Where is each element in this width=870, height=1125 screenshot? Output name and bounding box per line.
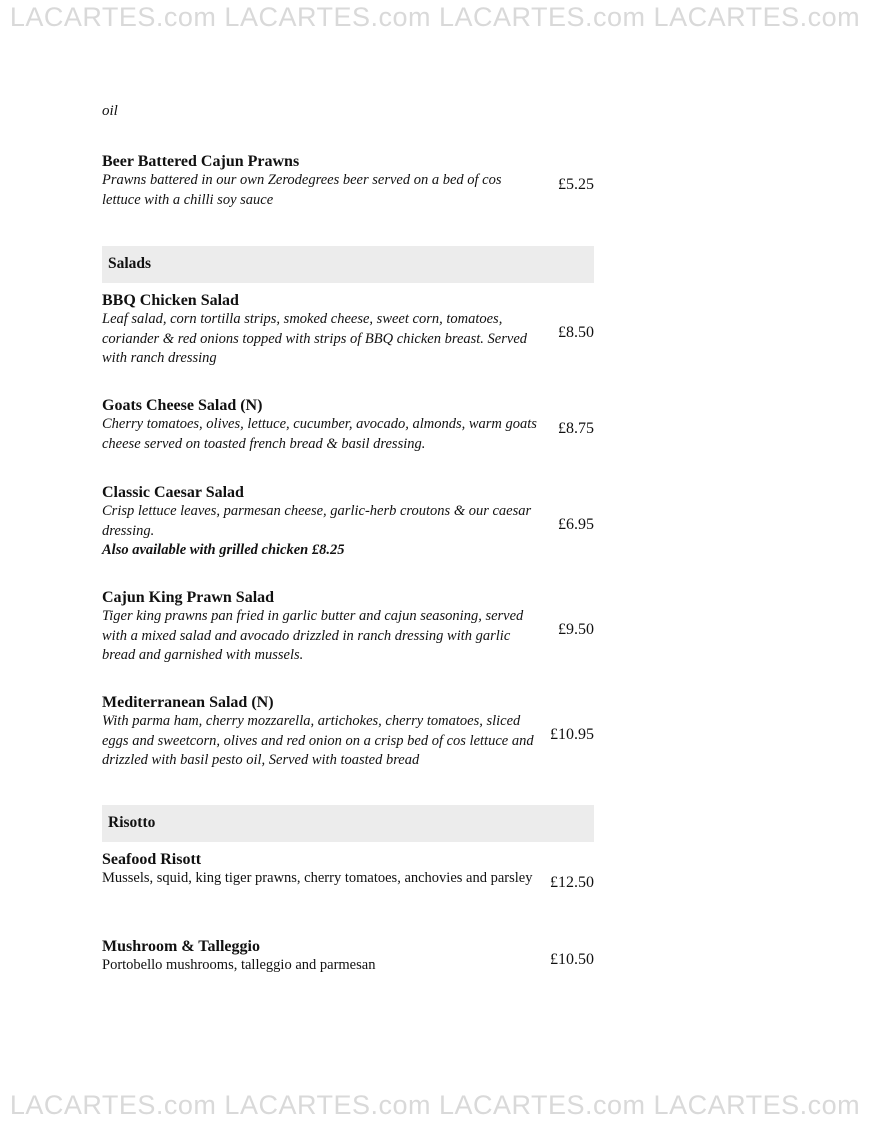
- menu-item-name: Classic Caesar Salad: [102, 484, 244, 501]
- menu-item-price: £5.25: [558, 176, 594, 193]
- menu-item: [102, 483, 594, 561]
- menu-item: [102, 291, 594, 369]
- menu-item: [102, 396, 594, 454]
- menu-item-description: Tiger king prawns pan fried in garlic butter and cajun seasoning, served with a mixed salad and avocado drizzled in ranch dressing with garlic bread and garnished with mussels.: [102, 608, 524, 663]
- section-header-risotto: [102, 805, 594, 842]
- watermark-top: LACARTES.com LACARTES.com LACARTES.com LACARTES.com: [9, 2, 861, 32]
- menu-item-price: £6.95: [558, 516, 594, 533]
- menu-item-price: £8.75: [558, 420, 594, 437]
- menu-item-description: Prawns battered in our own Zerodegrees beer served on a bed of cos lettuce with a chilli soy sauce: [102, 172, 502, 208]
- section-title: Salads: [108, 255, 152, 272]
- menu-item-price: £10.95: [550, 726, 594, 743]
- menu-item-price: £8.50: [558, 324, 594, 341]
- section-header-salads: [102, 246, 594, 283]
- menu-item: [102, 693, 594, 771]
- menu-item-name: Seafood Risott: [102, 851, 202, 868]
- menu-item-name: Goats Cheese Salad (N): [102, 397, 263, 414]
- menu-item-price: £12.50: [550, 874, 594, 891]
- menu-item-name: Mushroom & Talleggio: [102, 938, 260, 955]
- menu-item-price: £10.50: [550, 951, 594, 968]
- watermark-bottom: LACARTES.com LACARTES.com LACARTES.com LACARTES.com: [9, 1090, 861, 1120]
- section-title: Risotto: [108, 814, 156, 831]
- menu-item: [102, 850, 594, 889]
- menu-item-name: Mediterranean Salad (N): [102, 694, 274, 711]
- menu-item-name: Cajun King Prawn Salad: [102, 589, 275, 606]
- menu-item-description: Leaf salad, corn tortilla strips, smoked cheese, sweet corn, tomatoes, coriander & red onions topped with strips of BBQ chicken breast. Served with ranch dressing: [102, 311, 528, 366]
- menu-item: [102, 937, 594, 976]
- menu-item: [102, 152, 594, 210]
- menu-item-name: Beer Battered Cajun Prawns: [102, 153, 300, 170]
- menu-item-description: With parma ham, cherry mozzarella, artichokes, cherry tomatoes, sliced eggs and sweetcorn, olives and red onion on a crisp bed of cos lettuce and drizzled with basil pesto oil, Served with toasted bread: [102, 713, 534, 768]
- menu-item: [102, 588, 594, 666]
- menu-item-description: Portobello mushrooms, talleggio and parmesan: [102, 957, 376, 973]
- menu-item-description: Cherry tomatoes, olives, lettuce, cucumber, avocado, almonds, warm goats cheese served on toasted french bread & basil dressing.: [102, 416, 537, 452]
- menu-item-name: BBQ Chicken Salad: [102, 292, 239, 309]
- menu-item-price: £9.50: [558, 621, 594, 638]
- menu-item-description: Mussels, squid, king tiger prawns, cherry tomatoes, anchovies and parsley: [102, 870, 533, 886]
- continued-description-text: oil: [102, 103, 118, 119]
- menu-item-note: Also available with grilled chicken £8.25: [102, 542, 345, 558]
- menu-item-description: Crisp lettuce leaves, parmesan cheese, garlic-herb croutons & our caesar dressing.: [102, 503, 532, 539]
